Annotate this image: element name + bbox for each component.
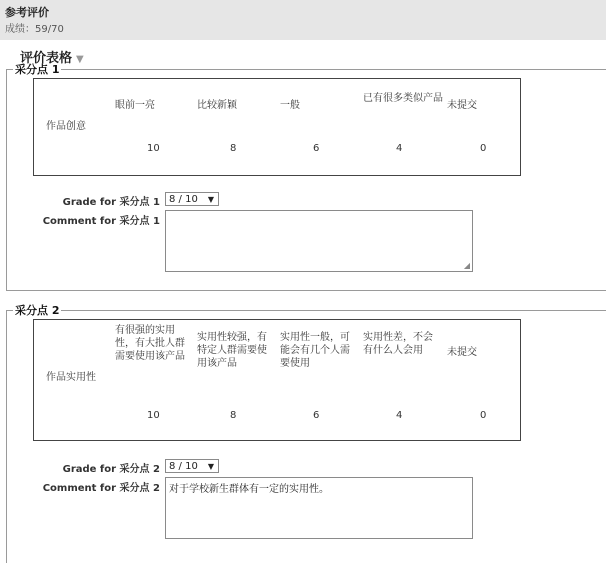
criterion-2-points-2: 8 bbox=[230, 410, 237, 421]
criterion-1-level-5[interactable]: 未提交 bbox=[447, 100, 477, 111]
criterion-1-name: 作品创意 bbox=[46, 121, 86, 132]
criterion-2-name: 作品实用性 bbox=[46, 372, 96, 383]
criterion-2-points-5: 0 bbox=[480, 410, 487, 421]
criterion-1-grade-label: Grade for 采分点 1 bbox=[62, 197, 160, 208]
score-text: 成绩：59/70 bbox=[5, 24, 64, 35]
criterion-1-points-3: 6 bbox=[313, 143, 320, 154]
criterion-2-level-2[interactable]: 实用性较强，有特定人群需要使用该产品 bbox=[197, 332, 267, 369]
criterion-2-level-4[interactable]: 实用性差，不会有什么人会用 bbox=[363, 332, 433, 356]
resize-handle-icon[interactable]: ◢ bbox=[463, 261, 470, 270]
criterion-2-grade-label: Grade for 采分点 2 bbox=[62, 464, 160, 475]
criterion-2-points-3: 6 bbox=[313, 410, 320, 421]
criterion-1-comment-textarea[interactable] bbox=[165, 210, 473, 272]
criterion-2-legend: 采分点 2 bbox=[15, 304, 60, 317]
criterion-1-level-4[interactable]: 已有很多类似产品 bbox=[363, 93, 443, 104]
criterion-1-points-5: 0 bbox=[480, 143, 487, 154]
criterion-1-comment-label: Comment for 采分点 1 bbox=[42, 216, 160, 227]
criterion-1-level-3[interactable]: 一般 bbox=[280, 100, 300, 111]
page-title: 参考评价 bbox=[5, 6, 49, 19]
header-bar bbox=[0, 0, 606, 40]
criterion-2-comment-text: 对于学校新生群体有一定的实用性。 bbox=[169, 484, 329, 495]
criterion-1-points-4: 4 bbox=[396, 143, 403, 154]
criterion-2-level-3[interactable]: 实用性一般，可能会有几个人需要使用 bbox=[280, 332, 350, 369]
criterion-1-level-1[interactable]: 眼前一亮 bbox=[115, 100, 155, 111]
criterion-2-points-1: 10 bbox=[147, 410, 160, 421]
criterion-1-level-2[interactable]: 比较新颖 bbox=[197, 100, 237, 111]
dropdown-arrow-icon: ▼ bbox=[207, 462, 214, 471]
criterion-2-points-4: 4 bbox=[396, 410, 403, 421]
criterion-1-legend: 采分点 1 bbox=[15, 63, 60, 76]
criterion-1-levels-table bbox=[33, 78, 521, 176]
criterion-1-points-2: 8 bbox=[230, 143, 237, 154]
dropdown-arrow-icon: ▼ bbox=[207, 195, 214, 204]
criterion-1-grade-select[interactable] bbox=[165, 192, 219, 206]
chevron-down-icon: ▼ bbox=[76, 54, 84, 65]
criterion-1-points-1: 10 bbox=[147, 143, 160, 154]
criterion-2-grade-value: 8 / 10 bbox=[169, 461, 198, 472]
criterion-2-levels-table bbox=[33, 319, 521, 441]
criterion-2-comment-textarea[interactable] bbox=[165, 477, 473, 539]
criterion-2-grade-select[interactable] bbox=[165, 459, 219, 473]
criterion-2-level-1[interactable]: 有很强的实用性，有大批人群需要使用该产品 bbox=[115, 325, 185, 362]
criterion-2-level-5[interactable]: 未提交 bbox=[447, 347, 477, 358]
criterion-1-grade-value: 8 / 10 bbox=[169, 194, 198, 205]
criterion-2-comment-label: Comment for 采分点 2 bbox=[42, 483, 160, 494]
rubric-section-title: 评价表格 bbox=[20, 51, 73, 66]
